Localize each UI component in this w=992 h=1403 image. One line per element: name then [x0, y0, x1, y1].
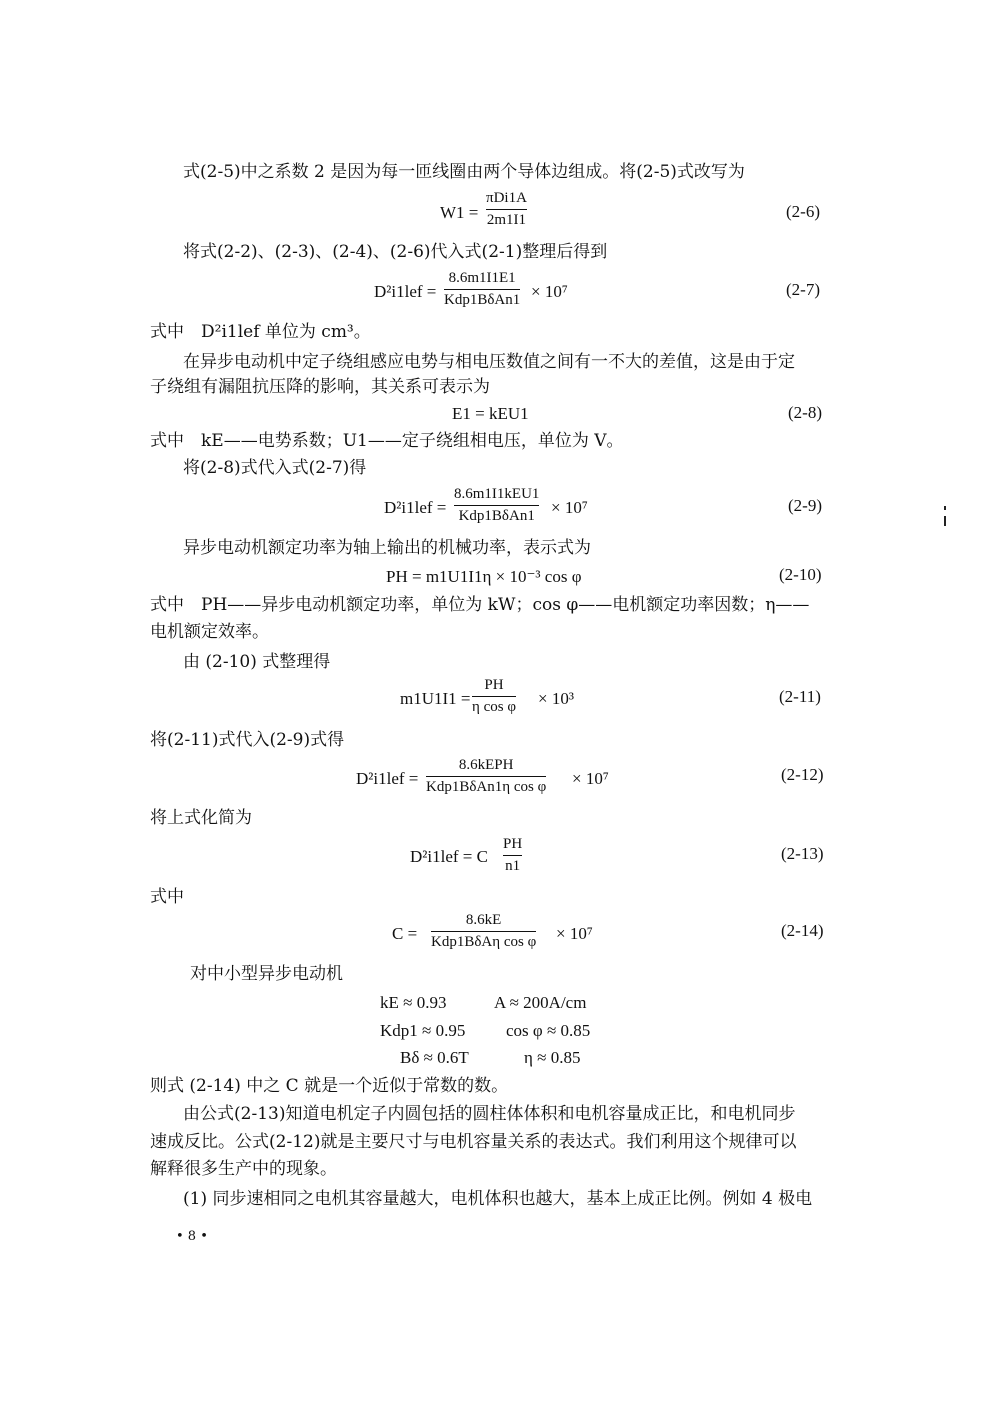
constant-eta: η ≈ 0.85 — [524, 1048, 581, 1067]
fraction-bar — [444, 289, 520, 290]
eq-2-12-fraction — [426, 757, 546, 795]
fraction-bar — [426, 776, 546, 777]
eq-2-11-rhs: × 10³ — [538, 689, 574, 708]
eq-2-11-fraction — [472, 677, 516, 715]
eq-2-14-lhs: C = — [392, 924, 418, 943]
eq-2-12-rhs: × 10⁷ — [572, 769, 609, 788]
eq-2-14-rhs: × 10⁷ — [556, 924, 593, 943]
eq-2-6-label: (2-6) — [786, 202, 820, 221]
eq-2-14-den: Kdp1BδAη cos φ — [431, 933, 537, 950]
para-9: 由 (2-10) 式整理得 — [183, 652, 331, 672]
eq-2-13-den: n1 — [505, 857, 521, 874]
eq-2-6-lhs: W1 = — [440, 203, 479, 222]
eq-2-6-den: 2m1I1 — [486, 211, 527, 228]
page-number: • 8 • — [176, 1229, 208, 1244]
para-4b: 子绕组有漏阻抗压降的影响，其关系可表示为 — [150, 377, 490, 397]
para-14: 则式 (2-14) 中之 C 就是一个近似于常数的数。 — [150, 1076, 509, 1096]
para-6: 将(2-8)式代入式(2-7)得 — [183, 458, 367, 478]
constant-Bdelta: Bδ ≈ 0.6T — [400, 1048, 469, 1067]
eq-2-12-den: Kdp1BδAn1η cos φ — [426, 778, 547, 795]
para-12: 式中 — [150, 887, 184, 907]
eq-2-9-label: (2-9) — [788, 496, 822, 515]
eq-2-10: PH = m1U1I1η × 10⁻³ cos φ — [386, 567, 582, 586]
fraction-bar — [472, 696, 516, 697]
eq-2-7-rhs: × 10⁷ — [531, 282, 568, 301]
eq-2-12-num: 8.6kEPH — [458, 757, 514, 773]
eq-2-11-den: η cos φ — [472, 698, 516, 715]
eq-2-12-label: (2-12) — [781, 765, 824, 784]
para-11: 将上式化简为 — [150, 808, 252, 828]
para-8a: 式中 PH——异步电动机额定功率，单位为 kW；cos φ——电机额定功率因数；η—— — [150, 595, 810, 615]
eq-2-7-fraction — [444, 270, 520, 308]
eq-2-13-num: PH — [503, 836, 523, 852]
constant-kE: kE ≈ 0.93 — [380, 993, 447, 1012]
para-7: 异步电动机额定功率为轴上输出的机械功率，表示式为 — [183, 538, 591, 558]
eq-2-13-lhs: D²i1lef = C — [410, 847, 488, 866]
para-10: 将(2-11)式代入(2-9)式得 — [150, 730, 345, 750]
eq-2-11-num: PH — [484, 677, 504, 693]
eq-2-10-label: (2-10) — [779, 565, 822, 584]
para-3: 式中 D²i1lef 单位为 cm³。 — [150, 322, 371, 342]
eq-2-13-label: (2-13) — [781, 844, 824, 863]
para-4a: 在异步电动机中定子绕组感应电势与相电压数值之间有一不大的差值，这是由于定 — [183, 352, 795, 372]
constant-A: A ≈ 200A/cm — [494, 993, 587, 1012]
para-1: 式(2-5)中之系数 2 是因为每一匝线圈由两个导体边组成。将(2-5)式改写为 — [183, 162, 745, 182]
eq-2-11-label: (2-11) — [779, 687, 821, 706]
eq-2-9-den: Kdp1BδAn1 — [458, 507, 535, 524]
eq-2-9-rhs: × 10⁷ — [551, 498, 588, 517]
para-15a: 由公式(2-13)知道电机定子内圆包括的圆柱体体积和电机容量成正比，和电机同步 — [183, 1104, 796, 1124]
para-2: 将式(2-2)、(2-3)、(2-4)、(2-6)代入式(2-1)整理后得到 — [183, 242, 608, 262]
eq-2-7-num: 8.6m1I1E1 — [448, 270, 516, 286]
margin-mark — [944, 506, 946, 510]
eq-2-11-lhs: m1U1I1 = — [400, 689, 471, 708]
eq-2-9-fraction — [454, 486, 539, 524]
fraction-bar — [503, 855, 522, 856]
eq-2-9-num: 8.6m1I1kEU1 — [454, 486, 540, 502]
eq-2-7-label: (2-7) — [786, 280, 820, 299]
eq-2-8-label: (2-8) — [788, 403, 822, 422]
eq-2-7-lhs: D²i1lef = — [374, 282, 437, 301]
para-16: (1) 同步速相同之电机其容量越大，电机体积也越大，基本上成正比例。例如 4 极电 — [183, 1189, 813, 1209]
fraction-bar — [486, 209, 527, 210]
para-13: 对中小型异步电动机 — [190, 964, 343, 984]
para-15c: 解释很多生产中的现象。 — [150, 1159, 337, 1179]
fraction-bar — [431, 931, 536, 932]
eq-2-8: E1 = kEU1 — [452, 404, 529, 423]
eq-2-6-num: πDi1A — [486, 190, 527, 206]
eq-2-7-den: Kdp1BδAn1 — [444, 291, 521, 308]
para-8b: 电机额定效率。 — [150, 622, 269, 642]
eq-2-14-num: 8.6kE — [465, 912, 502, 928]
eq-2-6-fraction — [486, 190, 527, 228]
eq-2-9-lhs: D²i1lef = — [384, 498, 447, 517]
eq-2-14-fraction — [431, 912, 536, 950]
constant-Kdp1: Kdp1 ≈ 0.95 — [380, 1021, 466, 1040]
eq-2-14-label: (2-14) — [781, 921, 824, 940]
para-5: 式中 kE——电势系数；U1——定子绕组相电压，单位为 V。 — [150, 431, 624, 451]
para-15b: 速成反比。公式(2-12)就是主要尺寸与电机容量关系的表达式。我们利用这个规律可以 — [150, 1132, 797, 1152]
fraction-bar — [454, 505, 539, 506]
constant-cosphi: cos φ ≈ 0.85 — [506, 1021, 591, 1040]
eq-2-12-lhs: D²i1lef = — [356, 769, 419, 788]
eq-2-13-fraction — [503, 836, 522, 874]
margin-mark — [944, 516, 946, 526]
